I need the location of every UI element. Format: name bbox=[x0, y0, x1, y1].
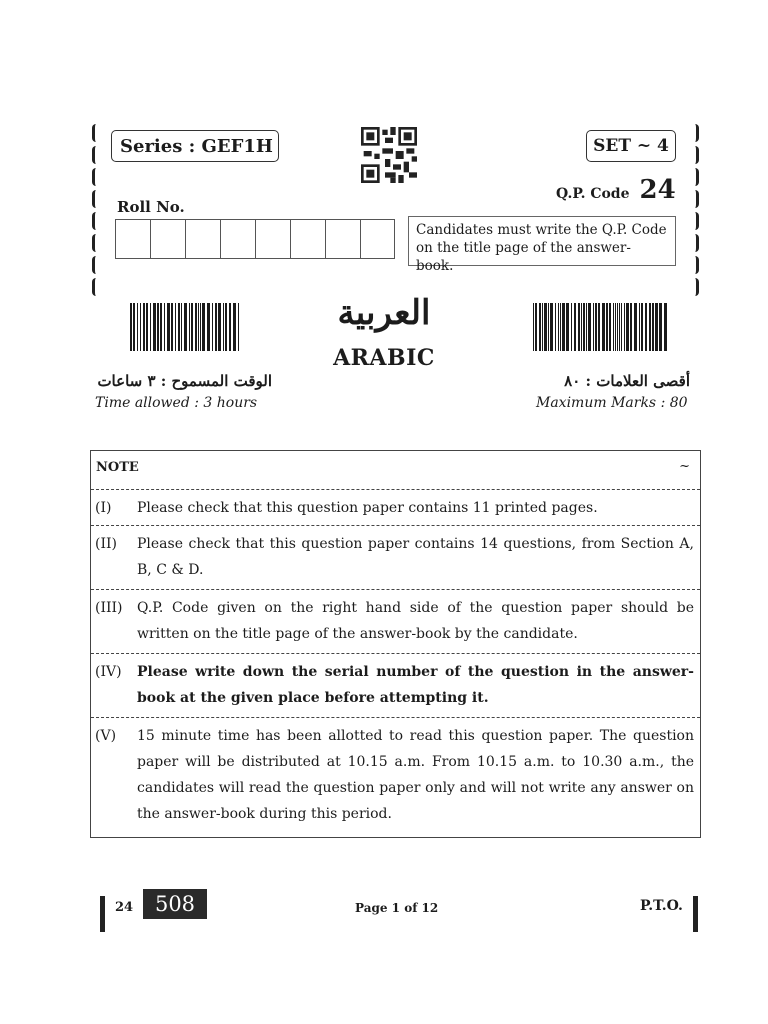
barcode-bar bbox=[223, 303, 224, 351]
barcode-bar bbox=[533, 303, 534, 351]
barcode-bar bbox=[649, 303, 651, 351]
barcode-bar bbox=[550, 303, 553, 351]
note-item-text: Please check that this question paper contains 14 questions, from Section A, B, C & D. bbox=[137, 536, 694, 578]
note-item-number: (V) bbox=[95, 728, 117, 744]
barcode-bar bbox=[613, 303, 614, 351]
barcode-bar bbox=[645, 303, 647, 351]
time-allowed-arabic: الوقت المسموح : ٣ ساعات bbox=[97, 372, 272, 390]
roll-digit-box[interactable] bbox=[290, 219, 325, 259]
barcode-bar bbox=[560, 303, 561, 351]
barcode-bar bbox=[558, 303, 559, 351]
barcode-bar bbox=[548, 303, 549, 351]
barcode-bar bbox=[181, 303, 182, 351]
roll-number-boxes[interactable] bbox=[115, 219, 395, 259]
barcode-bar bbox=[130, 303, 132, 351]
maximum-marks-english: Maximum Marks : 80 bbox=[536, 395, 688, 411]
subject-title-arabic: العربية bbox=[337, 293, 431, 333]
barcode-bar bbox=[630, 303, 632, 351]
barcode-bar bbox=[207, 303, 210, 351]
barcode-bar bbox=[609, 303, 611, 351]
barcode-bar bbox=[544, 303, 547, 351]
barcode-bar bbox=[571, 303, 572, 351]
barcode-bar bbox=[598, 303, 600, 351]
note-item bbox=[91, 717, 700, 835]
barcode-bar bbox=[198, 303, 199, 351]
barcode-bar bbox=[562, 303, 565, 351]
note-item-text: Please check that this question paper contains 11 printed pages. bbox=[137, 500, 598, 516]
barcode-bar bbox=[195, 303, 197, 351]
barcode-bar bbox=[664, 303, 667, 351]
note-item-text: Q.P. Code given on the right hand side of the question paper should be written on the title page of the answer-book by the candidate. bbox=[137, 600, 694, 642]
barcode-bar bbox=[652, 303, 654, 351]
pto-label: P.T.O. bbox=[640, 898, 683, 914]
barcode-bar bbox=[184, 303, 187, 351]
barcode-bar bbox=[143, 303, 145, 351]
note-tilde: ~ bbox=[679, 459, 690, 474]
barcode-bar bbox=[225, 303, 227, 351]
note-item bbox=[91, 525, 700, 589]
barcode-bar bbox=[202, 303, 205, 351]
roll-digit-box[interactable] bbox=[150, 219, 185, 259]
roll-digit-box[interactable] bbox=[185, 219, 220, 259]
barcode-bar bbox=[583, 303, 585, 351]
barcode-bar bbox=[157, 303, 159, 351]
barcode-bar bbox=[191, 303, 193, 351]
qr-code-icon bbox=[361, 127, 417, 183]
barcode-bar bbox=[602, 303, 605, 351]
note-item bbox=[91, 653, 700, 717]
barcode-bar bbox=[140, 303, 141, 351]
barcode-bar bbox=[581, 303, 582, 351]
barcode-bar bbox=[171, 303, 173, 351]
footer-right-bar bbox=[693, 896, 698, 932]
roll-number-label: Roll No. bbox=[117, 198, 185, 216]
page-number: Page 1 of 12 bbox=[355, 901, 439, 915]
barcode-bar bbox=[555, 303, 556, 351]
footer-code: 24 bbox=[115, 900, 134, 915]
barcode-bar bbox=[218, 303, 221, 351]
barcode-bar bbox=[146, 303, 148, 351]
barcode-bar bbox=[655, 303, 658, 351]
note-item-number: (IV) bbox=[95, 664, 122, 680]
series-label: Series : GEF1H bbox=[111, 130, 279, 162]
roll-digit-box[interactable] bbox=[115, 219, 150, 259]
note-item bbox=[91, 489, 700, 525]
footer-badge: 508 bbox=[143, 889, 207, 919]
barcode-bar bbox=[233, 303, 236, 351]
barcode-bar bbox=[621, 303, 622, 351]
qp-code-label: Q.P. Code bbox=[556, 186, 630, 202]
time-allowed-english: Time allowed : 3 hours bbox=[95, 395, 258, 411]
left-border-marks bbox=[92, 124, 104, 324]
barcode-bar bbox=[200, 303, 201, 351]
barcode-bar bbox=[659, 303, 662, 351]
barcode-bar bbox=[133, 303, 135, 351]
barcode-bar bbox=[137, 303, 138, 351]
subject-title-english: ARABIC bbox=[333, 345, 435, 371]
barcode-bar bbox=[150, 303, 151, 351]
barcode-bar bbox=[588, 303, 591, 351]
barcode-bar bbox=[595, 303, 597, 351]
barcode-bar bbox=[641, 303, 643, 351]
barcode-bar bbox=[238, 303, 239, 351]
barcode-bar bbox=[634, 303, 637, 351]
barcode-bar bbox=[619, 303, 620, 351]
note-item-text: Please write down the serial number of the question in the answer-book at the given place before attempting it. bbox=[137, 664, 694, 706]
barcode-bar bbox=[539, 303, 541, 351]
barcode-bar bbox=[178, 303, 180, 351]
barcode-bar bbox=[578, 303, 580, 351]
right-barcode-icon bbox=[533, 303, 667, 351]
note-item-number: (II) bbox=[95, 536, 117, 552]
barcode-bar bbox=[593, 303, 594, 351]
barcode-bar bbox=[535, 303, 537, 351]
roll-digit-box[interactable] bbox=[220, 219, 255, 259]
roll-digit-box[interactable] bbox=[255, 219, 290, 259]
barcode-bar bbox=[189, 303, 190, 351]
barcode-bar bbox=[153, 303, 156, 351]
footer-left-bar bbox=[100, 896, 105, 932]
note-item-text: 15 minute time has been allotted to read this question paper. The question paper will be distributed at 10.15 a.m. From 10.15 a.m. to 10.30 a.m., the candidates will read the question paper only and will not write any answer on the answer-book during this period. bbox=[137, 728, 694, 822]
left-barcode-icon bbox=[130, 303, 242, 351]
barcode-bar bbox=[229, 303, 231, 351]
barcode-bar bbox=[606, 303, 608, 351]
barcode-bar bbox=[586, 303, 587, 351]
candidate-instruction-box: Candidates must write the Q.P. Code on the title page of the answer-book. bbox=[408, 216, 676, 266]
barcode-bar bbox=[617, 303, 618, 351]
barcode-bar bbox=[574, 303, 576, 351]
note-heading bbox=[91, 451, 700, 489]
barcode-bar bbox=[624, 303, 625, 351]
barcode-bar bbox=[639, 303, 640, 351]
qp-code-value: 24 bbox=[639, 175, 676, 205]
right-border-marks bbox=[690, 124, 702, 324]
qp-code bbox=[556, 175, 676, 205]
set-label: SET ~ 4 bbox=[586, 130, 676, 162]
barcode-bar bbox=[566, 303, 569, 351]
barcode-bar bbox=[164, 303, 165, 351]
note-item bbox=[91, 589, 700, 653]
roll-digit-box[interactable] bbox=[360, 219, 395, 259]
barcode-bar bbox=[542, 303, 543, 351]
roll-digit-box[interactable] bbox=[325, 219, 360, 259]
note-item-number: (I) bbox=[95, 500, 112, 516]
barcode-bar bbox=[215, 303, 217, 351]
maximum-marks-arabic: أقصى العلامات : ٨٠ bbox=[564, 372, 690, 390]
note-item-number: (III) bbox=[95, 600, 123, 616]
barcode-bar bbox=[212, 303, 213, 351]
barcode-bar bbox=[626, 303, 629, 351]
note-table bbox=[90, 450, 701, 838]
barcode-bar bbox=[175, 303, 176, 351]
barcode-bar bbox=[167, 303, 170, 351]
barcode-bar bbox=[615, 303, 616, 351]
note-heading-label: NOTE bbox=[96, 460, 139, 475]
barcode-bar bbox=[160, 303, 162, 351]
